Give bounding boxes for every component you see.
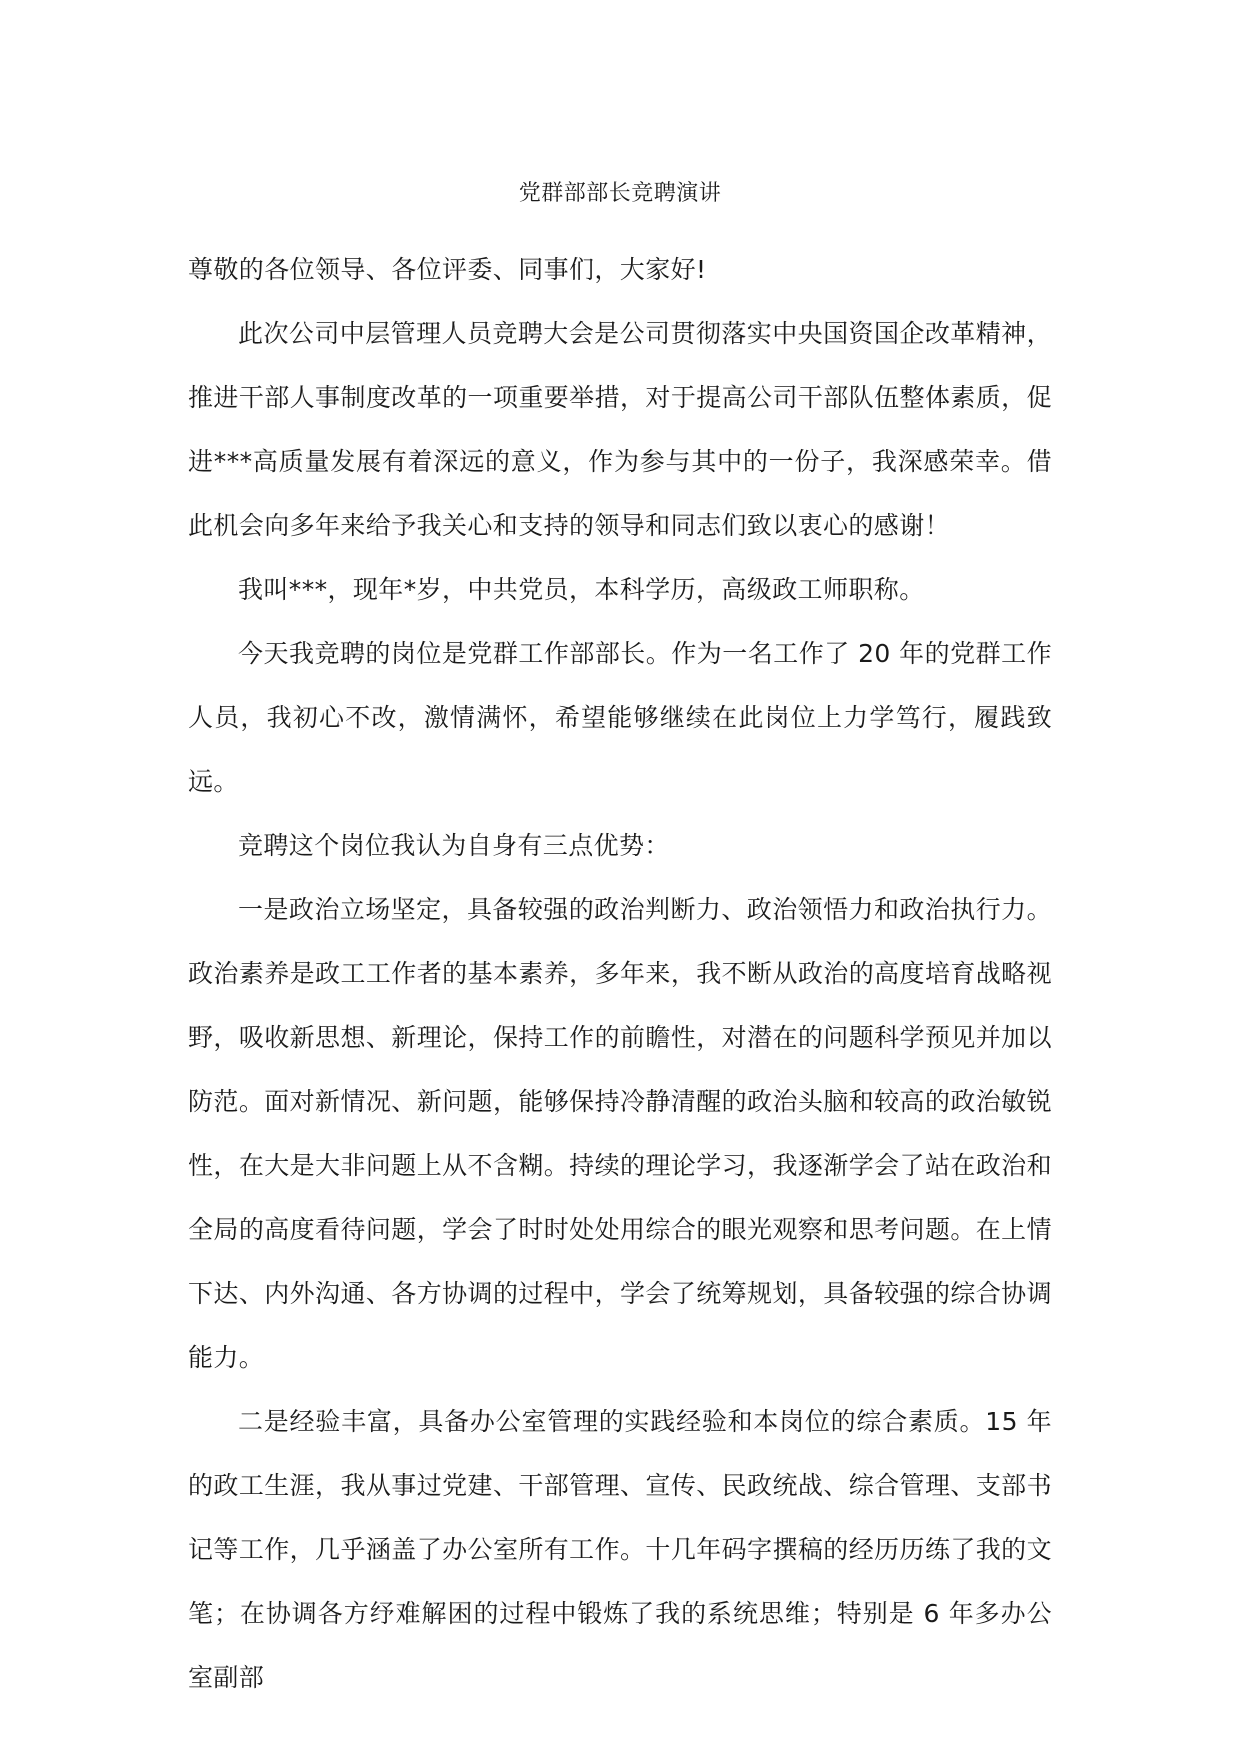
salutation: 尊敬的各位领导、各位评委、同事们，大家好! — [188, 255, 707, 284]
paragraph-advantage-one: 一是政治立场坚定，具备较强的政治判断力、政治领悟力和政治执行力。政治素养是政工工作者的基本素养，多年来，我不断从政治的高度培育战略视野，吸收新思想、新理论，保持工作的前瞻性，对潜在的问题科学预见并加以防范。面对新情况、新问题，能够保持冷静清醒的政治头脑和较高的政治敏锐性，在大是大非问题上从不含糊。持续的理论学习，我逐渐学会了站在政治和全局的高度看待问题，学会了时时处处用综合的眼光观察和思考问题。在上情下达、内外沟通、各方协调的过程中，学会了统筹规划，具备较强的综合协调能力。 — [188, 895, 1052, 1372]
document-title: 党群部部长竞聘演讲 — [518, 181, 722, 206]
paragraph-position: 今天我竞聘的岗位是党群工作部部长。作为一名工作了 20 年的党群工作人员，我初心不改，激情满怀，希望能够继续在此岗位上力学笃行，履践致远。 — [188, 639, 1052, 796]
document-body — [188, 238, 1052, 1710]
paragraph-advantages-heading: 竞聘这个岗位我认为自身有三点优势： — [238, 831, 670, 860]
paragraph-self-intro: 我叫***，现年*岁，中共党员，本科学历，高级政工师职称。 — [238, 575, 925, 604]
paragraph-advantage-two: 二是经验丰富，具备办公室管理的实践经验和本岗位的综合素质。15 年的政工生涯，我从事过党建、干部管理、宣传、民政统战、综合管理、支部书记等工作，几乎涵盖了办公室所有工作。十几年码字撰稿的经历历练了我的文笔；在协调各方纾难解困的过程中锻炼了我的系统思维；特别是 6 年多办公室副部 — [188, 1407, 1052, 1692]
paragraph-intro: 此次公司中层管理人员竞聘大会是公司贯彻落实中央国资国企改革精神，推进干部人事制度改革的一项重要举措，对于提高公司干部队伍整体素质，促进***高质量发展有着深远的意义，作为参与其中的一份子，我深感荣幸。借此机会向多年来给予我关心和支持的领导和同志们致以衷心的感谢！ — [188, 319, 1052, 540]
